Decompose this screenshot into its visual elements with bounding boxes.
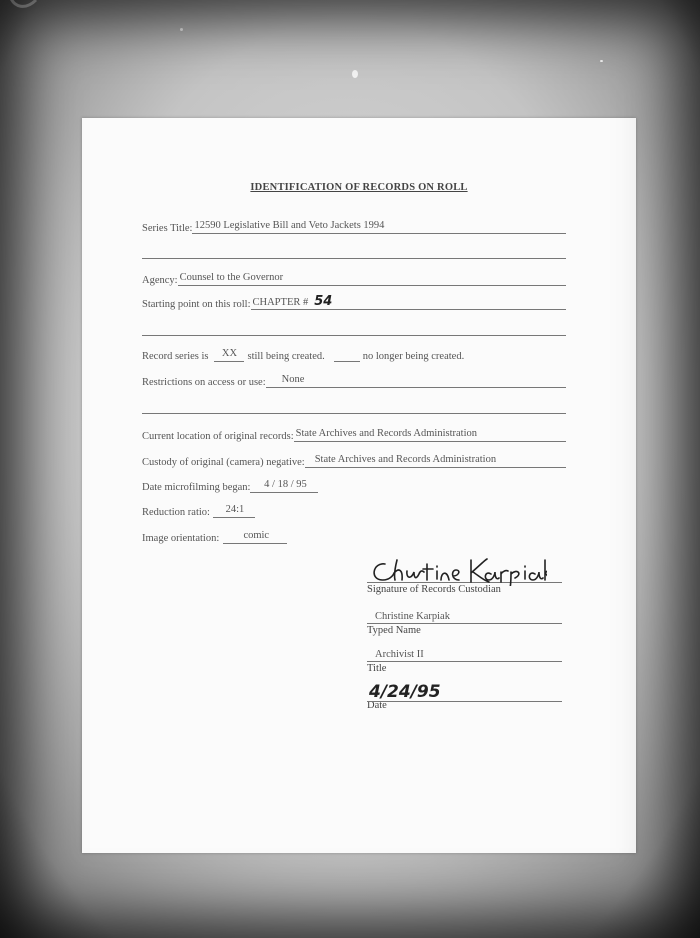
typed-name-caption: Typed Name — [367, 625, 421, 636]
series-title-row — [142, 218, 566, 234]
current-location-label: Current location of original records: — [142, 431, 294, 442]
no-longer-created-mark — [334, 348, 360, 362]
starting-point-handwritten: 54 — [314, 294, 333, 309]
starting-point-printed: CHAPTER # — [252, 297, 309, 308]
records-form-page — [82, 118, 636, 853]
reduction-ratio-value: 24:1 — [213, 504, 255, 518]
restrictions-row — [142, 372, 566, 388]
date-caption: Date — [367, 700, 387, 711]
title-caption: Title — [367, 663, 387, 674]
handwritten-date: 4/24/95 — [369, 682, 441, 702]
date-line — [367, 683, 562, 702]
agency-value: Counsel to the Governor — [178, 272, 566, 286]
series-title-label: Series Title: — [142, 223, 193, 234]
date-began-value: 4 / 18 / 95 — [250, 479, 318, 493]
form-heading: IDENTIFICATION OF RECORDS ON ROLL — [250, 182, 468, 193]
record-series-prefix: Record series is — [142, 351, 209, 362]
restrictions-label: Restrictions on access or use: — [142, 377, 266, 388]
reduction-ratio-label: Reduction ratio: — [142, 507, 210, 518]
still-created-text: still being created. — [247, 351, 325, 362]
title-value: Archivist II — [375, 649, 424, 660]
starting-point-label: Starting point on this roll: — [142, 299, 251, 310]
date-began-label: Date microfilming began: — [142, 482, 251, 493]
dust-speck — [180, 28, 183, 31]
handwritten-signature — [367, 556, 547, 586]
title-block — [367, 648, 562, 674]
series-title-value: 12590 Legislative Bill and Veto Jackets 1994 — [192, 220, 566, 234]
signature-caption: Signature of Records Custodian — [367, 584, 501, 595]
image-orientation-row — [142, 528, 566, 544]
title-line — [367, 648, 562, 662]
no-longer-created-text: no longer being created. — [362, 351, 465, 362]
still-created-mark: XX — [214, 348, 244, 362]
current-location-value: State Archives and Records Administration — [294, 428, 566, 442]
current-location-row — [142, 426, 566, 442]
series-title-continuation-line — [142, 258, 566, 259]
image-orientation-value: comic — [223, 530, 287, 544]
agency-row — [142, 270, 566, 286]
film-corner-mark — [6, 0, 44, 14]
date-block — [367, 683, 562, 711]
signature-block — [367, 582, 562, 595]
restrictions-value: None — [266, 374, 566, 388]
custody-value: State Archives and Records Administration — [305, 454, 566, 468]
dust-speck — [600, 60, 603, 62]
custody-label: Custody of original (camera) negative: — [142, 457, 305, 468]
restrictions-continuation-line — [142, 413, 566, 414]
typed-name-line — [367, 610, 562, 624]
typed-name-value: Christine Karpiak — [375, 611, 450, 622]
agency-label: Agency: — [142, 275, 178, 286]
starting-point-row — [142, 294, 566, 310]
starting-point-continuation-line — [142, 335, 566, 336]
image-orientation-label: Image orientation: — [142, 533, 220, 544]
record-series-row — [142, 346, 566, 362]
starting-point-value — [251, 296, 566, 310]
custody-row — [142, 452, 566, 468]
signature-line — [367, 582, 562, 583]
dust-speck — [352, 70, 358, 78]
reduction-ratio-row — [142, 502, 566, 518]
date-began-row — [142, 477, 566, 493]
typed-name-block — [367, 610, 562, 636]
